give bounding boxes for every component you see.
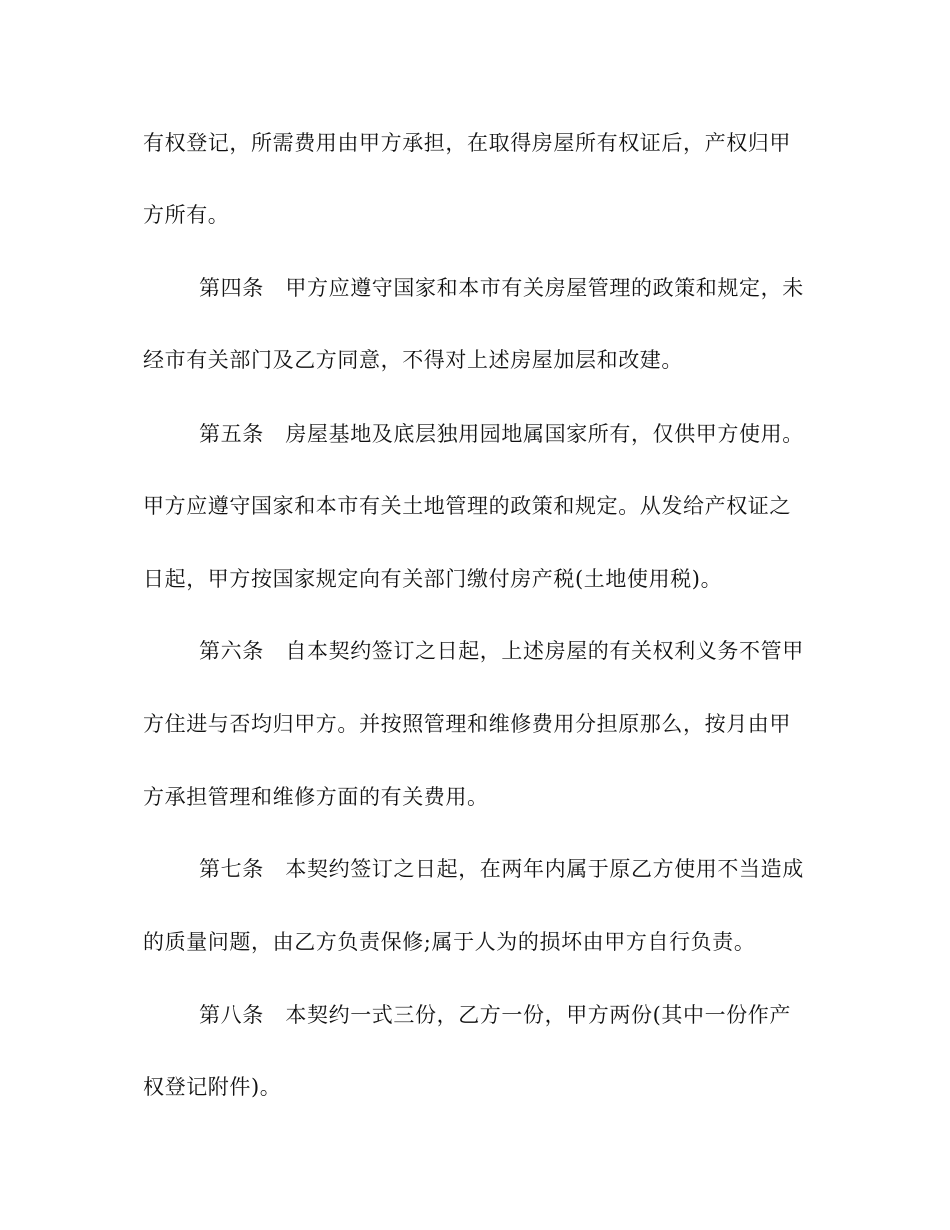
text-line: 的质量问题，由乙方负责保修;属于人为的损坏由甲方自行负责。 (143, 930, 756, 954)
article-8-line: 第八条 本契约一式三份，乙方一份，甲方两份(其中一份作产 (199, 1003, 791, 1027)
text-line: 日起，甲方按国家规定向有关部门缴付房产税(土地使用税)。 (143, 567, 723, 591)
text-line: 权登记附件)。 (143, 1075, 282, 1099)
text-line: 有权登记，所需费用由甲方承担，在取得房屋所有权证后，产权归甲 (143, 131, 791, 155)
article-4-line: 第四条 甲方应遵守国家和本市有关房屋管理的政策和规定，未 (199, 276, 804, 300)
text-line: 方住进与否均归甲方。并按照管理和维修费用分担原那么，按月由甲 (143, 712, 791, 736)
article-7-line: 第七条 本契约签订之日起，在两年内属于原乙方使用不当造成 (199, 857, 804, 881)
article-5-line: 第五条 房屋基地及底层独用园地属国家所有，仅供甲方使用。 (199, 422, 804, 446)
text-line: 经市有关部门及乙方同意，不得对上述房屋加层和改建。 (143, 348, 683, 372)
text-line: 方所有。 (143, 203, 230, 227)
article-6-line: 第六条 自本契约签订之日起，上述房屋的有关权利义务不管甲 (199, 639, 804, 663)
text-line: 方承担管理和维修方面的有关费用。 (143, 785, 489, 809)
text-line: 甲方应遵守国家和本市有关土地管理的政策和规定。从发给产权证之 (143, 494, 791, 518)
